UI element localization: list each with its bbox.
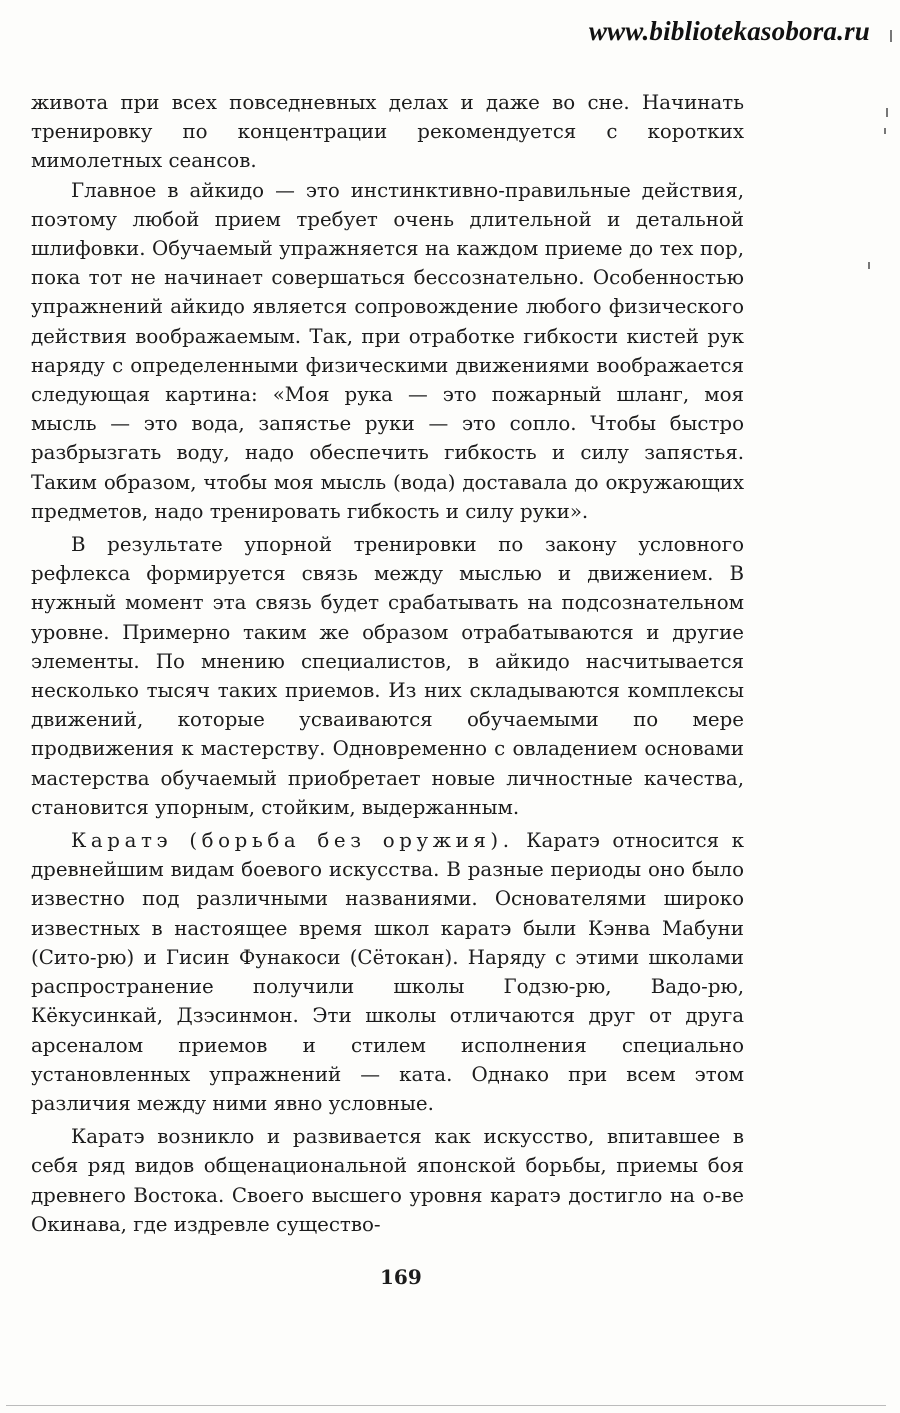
paragraph-karate-intro [31, 826, 744, 1118]
karate-intro-text: Каратэ относится к древнейшим видам боевого искусства. В разные периоды оно было известно под различными названиями. Основателями широко известных в настоящее время школ каратэ были Кэнва Мабуни (Сито-рю) и Гисин Фунакоси (Сётокан). Наряду с этими школами распространение получили школы Годзю-рю, Вадо-рю, Кёкусинкай, Дзэсинмон. Эти школы отличаются друг от друга арсеналом приемов и стилем исполнения специально установленных упражнений — ката. Однако при всем этом различия между ними явно условные. [31, 829, 745, 1115]
scan-mark [886, 108, 888, 117]
paragraph-aikido-reflex: В результате упорной тренировки по закону условного рефлекса формируется связь между мыслью и движением. В нужный момент эта связь будет срабатывать на подсознательном уровне. Примерно таким же образом отрабатываются и другие элементы. По мнению специалистов, в айкидо насчитывается несколько тысяч таких приемов. Из них складываются комплексы движений, которые усваиваются обучаемыми по мере продвижения к мастерству. Одновременно с овладением основами мастерства обучаемый приобретает новые личностные качества, становится упорным, стойким, выдержанным. [31, 533, 744, 819]
page-number: 169 [380, 1265, 422, 1289]
scan-mark [884, 128, 886, 134]
section-heading-karate: Каратэ (борьба без оружия). [71, 829, 514, 853]
paragraph-continuation: живота при всех повседневных делах и даже во сне. Начинать тренировку по концентрации рекомендуется с коротких мимолетных сеансов. [31, 91, 744, 173]
scan-mark [890, 30, 892, 42]
scan-mark [6, 1405, 886, 1406]
scan-mark [868, 262, 870, 269]
paragraph-karate-origin: Каратэ возникло и развивается как искусство, впитавшее в себя ряд видов общенациональной японской борьбы, приемы боя древнего Востока. Своего высшего уровня каратэ достигло на о-ве Окинава, где издревле существо- [31, 1125, 744, 1236]
paragraph-aikido-technique: Главное в айкидо — это инстинктивно-правильные действия, поэтому любой прием требует очень длительной и детальной шлифовки. Обучаемый упражняется на каждом приеме до тех пор, пока тот не начинает совершаться бессознательно. Особенностью упражнений айкидо является сопровождение любого физического действия воображаемым. Так, при отработке гибкости кистей рук наряду с определенными физическими движениями воображается следующая картина: «Моя рука — это пожарный шланг, моя мысль — это вода, запястье руки — это сопло. Чтобы быстро разбрызгать воду, надо обеспечить гибкость и силу запястья. Таким образом, чтобы моя мысль (вода) доставала до окружающих предметов, надо тренировать гибкость и силу руки». [31, 178, 744, 523]
body-text [31, 88, 744, 1239]
site-watermark: www.bibliotekasobora.ru [588, 16, 870, 46]
